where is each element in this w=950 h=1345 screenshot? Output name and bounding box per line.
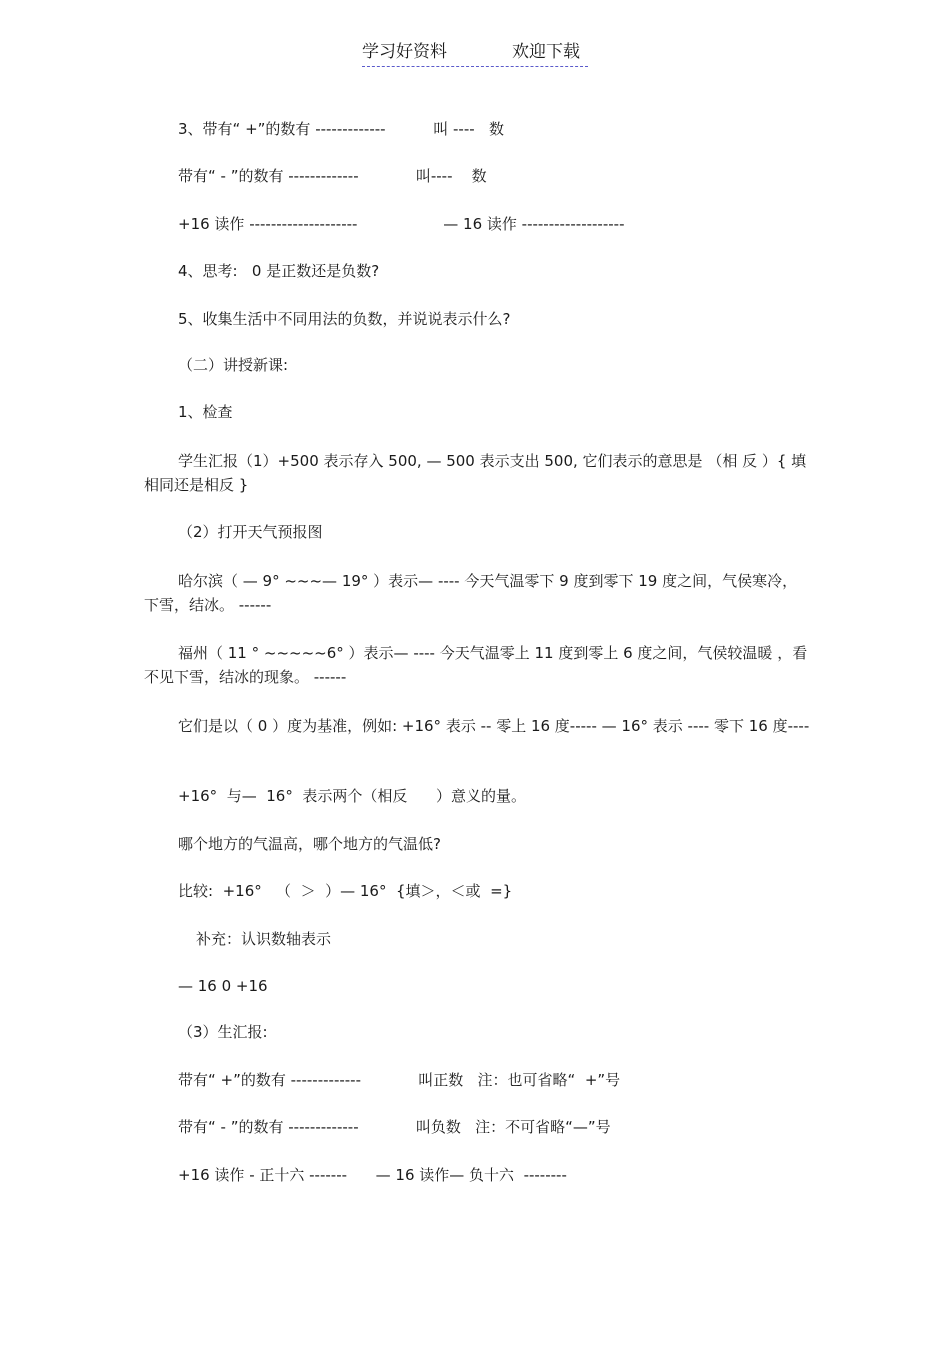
paragraph: 哈尔滨（ — 9° ~~~— 19° ）表示— ---- 今天气温零下 9 度到零下 19 度之间，气侯寒冷，下雪，结冰。 ------ [144, 572, 798, 614]
number-line-labels: — 16 0 +16 [178, 977, 268, 995]
page-header [362, 40, 588, 67]
text-line: 比较: +16° （ ＞ ）— 16° {填＞，＜或 =} [178, 882, 513, 900]
paragraph: 它们是以（ 0 ）度为基准，例如: +16° 表示 -- 零上 16 度----- — 16° 表示 ---- 零下 16 度---- [178, 717, 810, 735]
text-line: 带有“ - ”的数有 ------------- 叫负数 注：不可省略“—”号 [178, 1118, 611, 1136]
text-line: 带有“ +”的数有 ------------- 叫正数 注：也可省略“ +”号 [178, 1071, 621, 1089]
paragraph: 学生汇报（1）+500 表示存入 500, — 500 表示支出 500, 它们表示的意思是 （相 反 ）{ 填相同还是相反 } [144, 452, 807, 494]
text-line: 4、思考: 0 是正数还是负数? [178, 262, 380, 280]
text-line: 带有“ - ”的数有 ------------- 叫---- 数 [178, 167, 487, 185]
text-line: 1、检查 [178, 403, 233, 421]
text-line: 5、收集生活中不同用法的负数，并说说表示什么? [178, 310, 511, 328]
text-line: +16° 与— 16° 表示两个（相反 ）意义的量。 [178, 787, 526, 805]
text-line: +16 读作 - 正十六 ------- — 16 读作— 负十六 -------- [178, 1166, 567, 1184]
text-line: 3、带有“ +”的数有 ------------- 叫 ---- 数 [178, 120, 504, 138]
text-line: 补充：认识数轴表示 [196, 930, 332, 948]
text-line: +16 读作 -------------------- — 16 读作 ------------------- [178, 215, 625, 233]
text-line: （2）打开天气预报图 [178, 523, 323, 541]
text-line: 哪个地方的气温高，哪个地方的气温低? [178, 835, 441, 853]
text-line: （3）生汇报: [178, 1023, 268, 1041]
header-right-text: 欢迎下载 [512, 42, 580, 62]
paragraph: 福州（ 11 ° ~~~~~6° ）表示— ---- 今天气温零上 11 度到零上 6 度之间，气侯较温暖 ，看不见下雪，结冰的现象。 ------ [144, 644, 808, 686]
section-heading: （二）讲授新课: [178, 356, 289, 374]
header-left-text: 学习好资料 [362, 42, 447, 62]
